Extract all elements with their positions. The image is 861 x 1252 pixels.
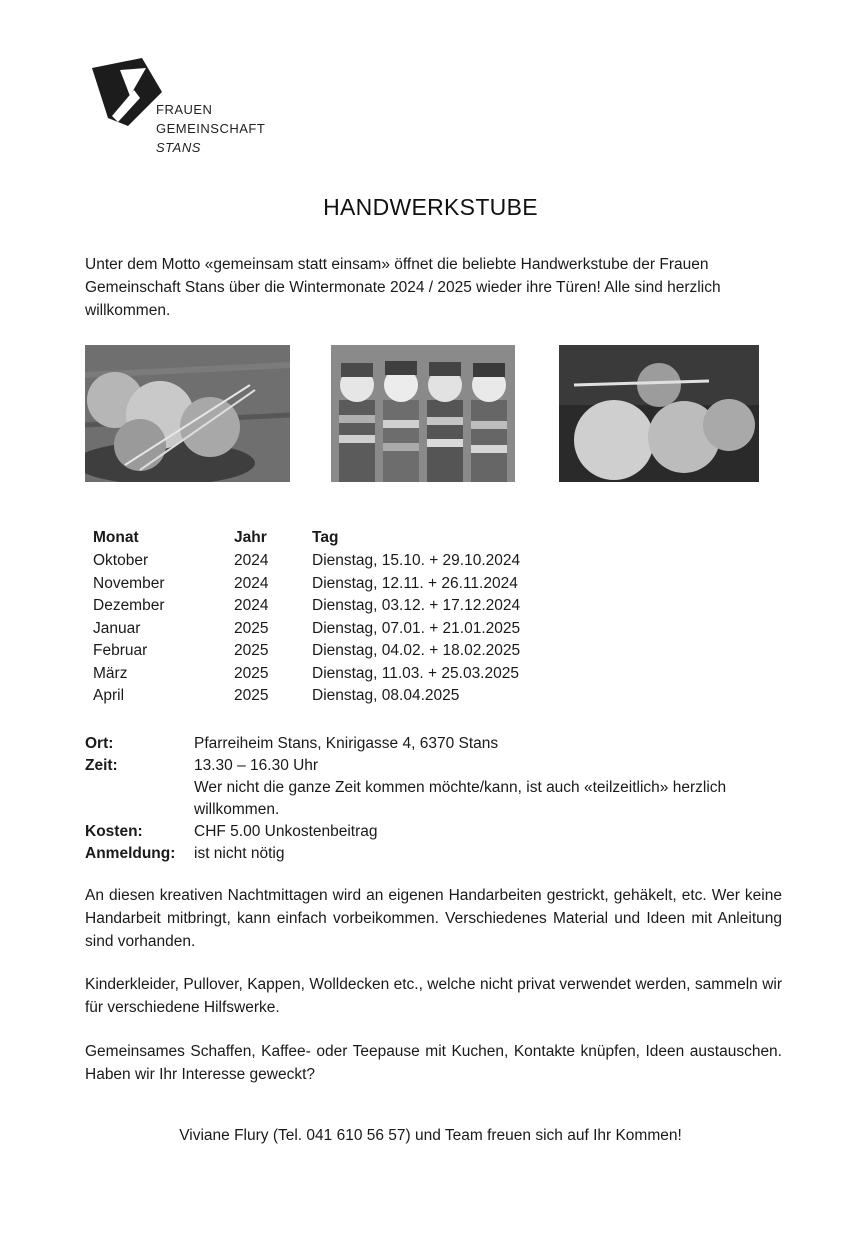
cell-year: 2025 (234, 642, 269, 659)
cell-year: 2024 (234, 552, 269, 569)
cell-year: 2024 (234, 575, 269, 592)
kosten-label: Kosten: (85, 823, 143, 840)
cell-month: Oktober (93, 552, 149, 569)
contact-closing: Viviane Flury (Tel. 041 610 56 57) und Team freuen sich auf Ihr Kommen! (179, 1127, 682, 1144)
cell-month: März (93, 665, 128, 682)
ort-value: Pfarreiheim Stans, Knirigasse 4, 6370 Stans (194, 735, 499, 752)
ort-label: Ort: (85, 735, 114, 752)
cell-month: Januar (93, 620, 141, 637)
zeit-label: Zeit: (85, 757, 118, 774)
knitted-dolls-photo (331, 345, 515, 482)
cell-year: 2025 (234, 620, 269, 637)
cell-day: Dienstag, 07.01. + 21.01.2025 (312, 620, 521, 637)
page-title: HANDWERKSTUBE (323, 194, 538, 220)
cell-month: April (93, 687, 125, 704)
cell-year: 2025 (234, 665, 269, 682)
anmeldung-label: Anmeldung: (85, 845, 176, 862)
cell-day: Dienstag, 04.02. + 18.02.2025 (312, 642, 521, 659)
crochet-yarn-balls-photo (559, 345, 759, 482)
organization-logo (90, 58, 290, 158)
cell-year: 2024 (234, 597, 269, 614)
zeit-note-line1: Wer nicht die ganze Zeit kommen möchte/kann, ist auch «teilzeitlich» herzlich (194, 779, 727, 796)
activities-paragraph: An diesen kreativen Nachtmittagen wird an eigenen Handarbeiten gestrickt, gehäkelt, etc. Wer keine Handarbeit mitbringt, kann einfach vorbeikommen. Verschiedenes Material und Ideen mit Anleitung sind vorhanden. (85, 887, 782, 950)
zeit-value: 13.30 – 16.30 Uhr (194, 757, 319, 774)
header-year: Jahr (234, 529, 267, 546)
cell-month: Februar (93, 642, 148, 659)
header-month: Monat (93, 529, 139, 546)
cell-day: Dienstag, 15.10. + 29.10.2024 (312, 552, 521, 569)
cell-month: Dezember (93, 597, 165, 614)
knitting-yarn-basket-photo (85, 345, 290, 482)
cell-month: November (93, 575, 165, 592)
charity-paragraph: Kinderkleider, Pullover, Kappen, Wolldecken etc., welche nicht privat verwendet werden, sammeln wir für verschiedene Hilfswerke. (85, 976, 782, 1016)
logo-line-stans: STANS (156, 140, 201, 155)
logo-line-gemeinschaft: GEMEINSCHAFT (156, 121, 266, 136)
intro-paragraph: Unter dem Motto «gemeinsam statt einsam» öffnet die beliebte Handwerkstube der Frauen Gemeinschaft Stans über die Wintermonate 2024 / 2025 wieder ihre Türen! Alle sind herzlich willkommen. (85, 256, 721, 319)
anmeldung-value: ist nicht nötig (194, 845, 285, 862)
invitation-paragraph: Gemeinsames Schaffen, Kaffee- oder Teepause mit Kuchen, Kontakte knüpfen, Ideen austauschen. Haben wir Ihr Interesse geweckt? (85, 1043, 782, 1083)
cell-day: Dienstag, 03.12. + 17.12.2024 (312, 597, 521, 614)
cell-year: 2025 (234, 687, 269, 704)
zeit-note-line2: willkommen. (194, 801, 280, 818)
cell-day: Dienstag, 11.03. + 25.03.2025 (312, 665, 519, 682)
header-day: Tag (312, 529, 339, 546)
cell-day: Dienstag, 08.04.2025 (312, 687, 460, 704)
kosten-value: CHF 5.00 Unkostenbeitrag (194, 823, 378, 840)
logo-line-frauen: FRAUEN (156, 102, 213, 117)
cell-day: Dienstag, 12.11. + 26.11.2024 (312, 575, 518, 592)
